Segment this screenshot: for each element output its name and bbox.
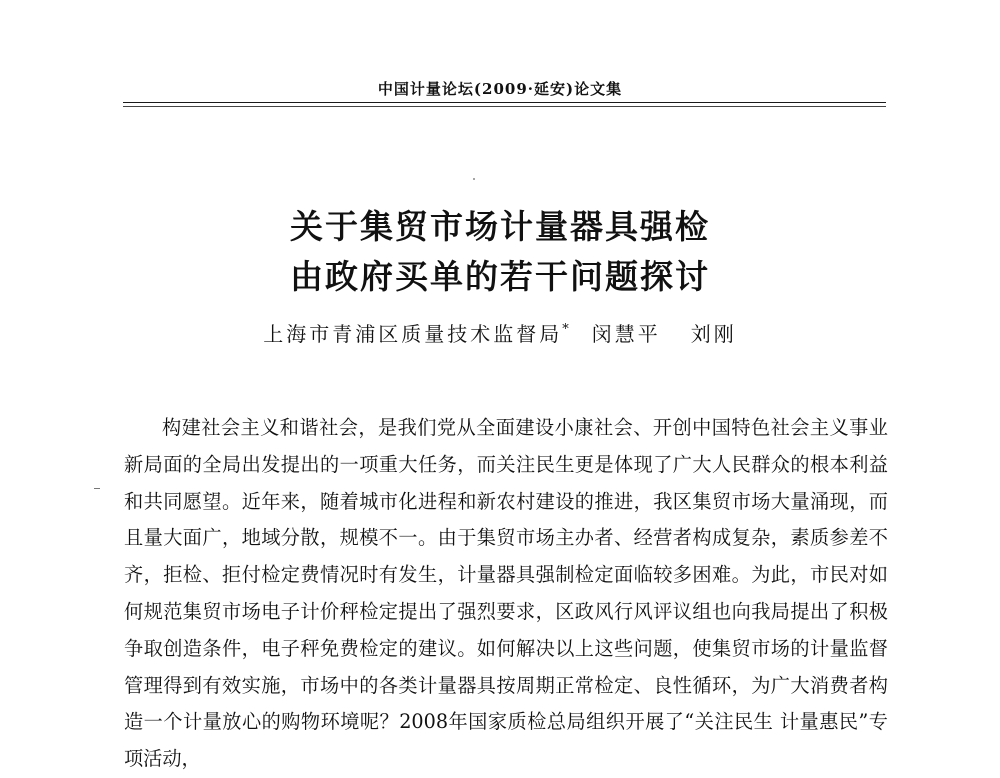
paper-title-line-2: 由政府买单的若干问题探讨 (290, 257, 710, 296)
author-line (0, 318, 1000, 347)
author-affiliation (263, 322, 572, 346)
author-name-1: 闵慧平 (591, 322, 661, 346)
body-paragraph: 构建社会主义和谐社会，是我们党从全面建设小康社会、开创中国特色社会主义事业新局面的全局出发提出的一项重大任务，而关注民生更是体现了广大人民群众的根本利益和共同愿望。近年来，随着城市化进程和新农村建设的推进，我区集贸市场大量涌现，而且量大面广，地域分散，规模不一。由于集贸市场主办者、经营者构成复杂，素质参差不齐，拒检、拒付检定费情况时有发生，计量器具强制检定面临较多困难。为此，市民对如何规范集贸市场电子计价秤检定提出了强烈要求，区政风行风评议组也向我局提出了积极争取创造条件，电子秤免费检定的建议。如何解决以上这些问题，使集贸市场的计量监督管理得到有效实施，市场中的各类计量器具按周期正常检定、良性循环，为广大消费者构造一个计量放心的购物环境呢？2008年国家质检总局组织开展了“关注民生 计量惠民”专项活动， (124, 416, 888, 771)
scan-speck (473, 178, 475, 180)
margin-mark (94, 488, 100, 489)
affiliation-name: 上海市青浦区质量技术监督局 (263, 322, 563, 346)
affiliation-footnote-mark: * (562, 322, 572, 337)
header-rule-thin (123, 106, 886, 107)
paper-title-line-1: 关于集贸市场计量器具强检 (290, 207, 710, 246)
author-name-2: 刘刚 (690, 322, 737, 346)
header-rule (123, 102, 886, 103)
running-head: 中国计量论坛(2009·延安)论文集 (377, 80, 623, 98)
